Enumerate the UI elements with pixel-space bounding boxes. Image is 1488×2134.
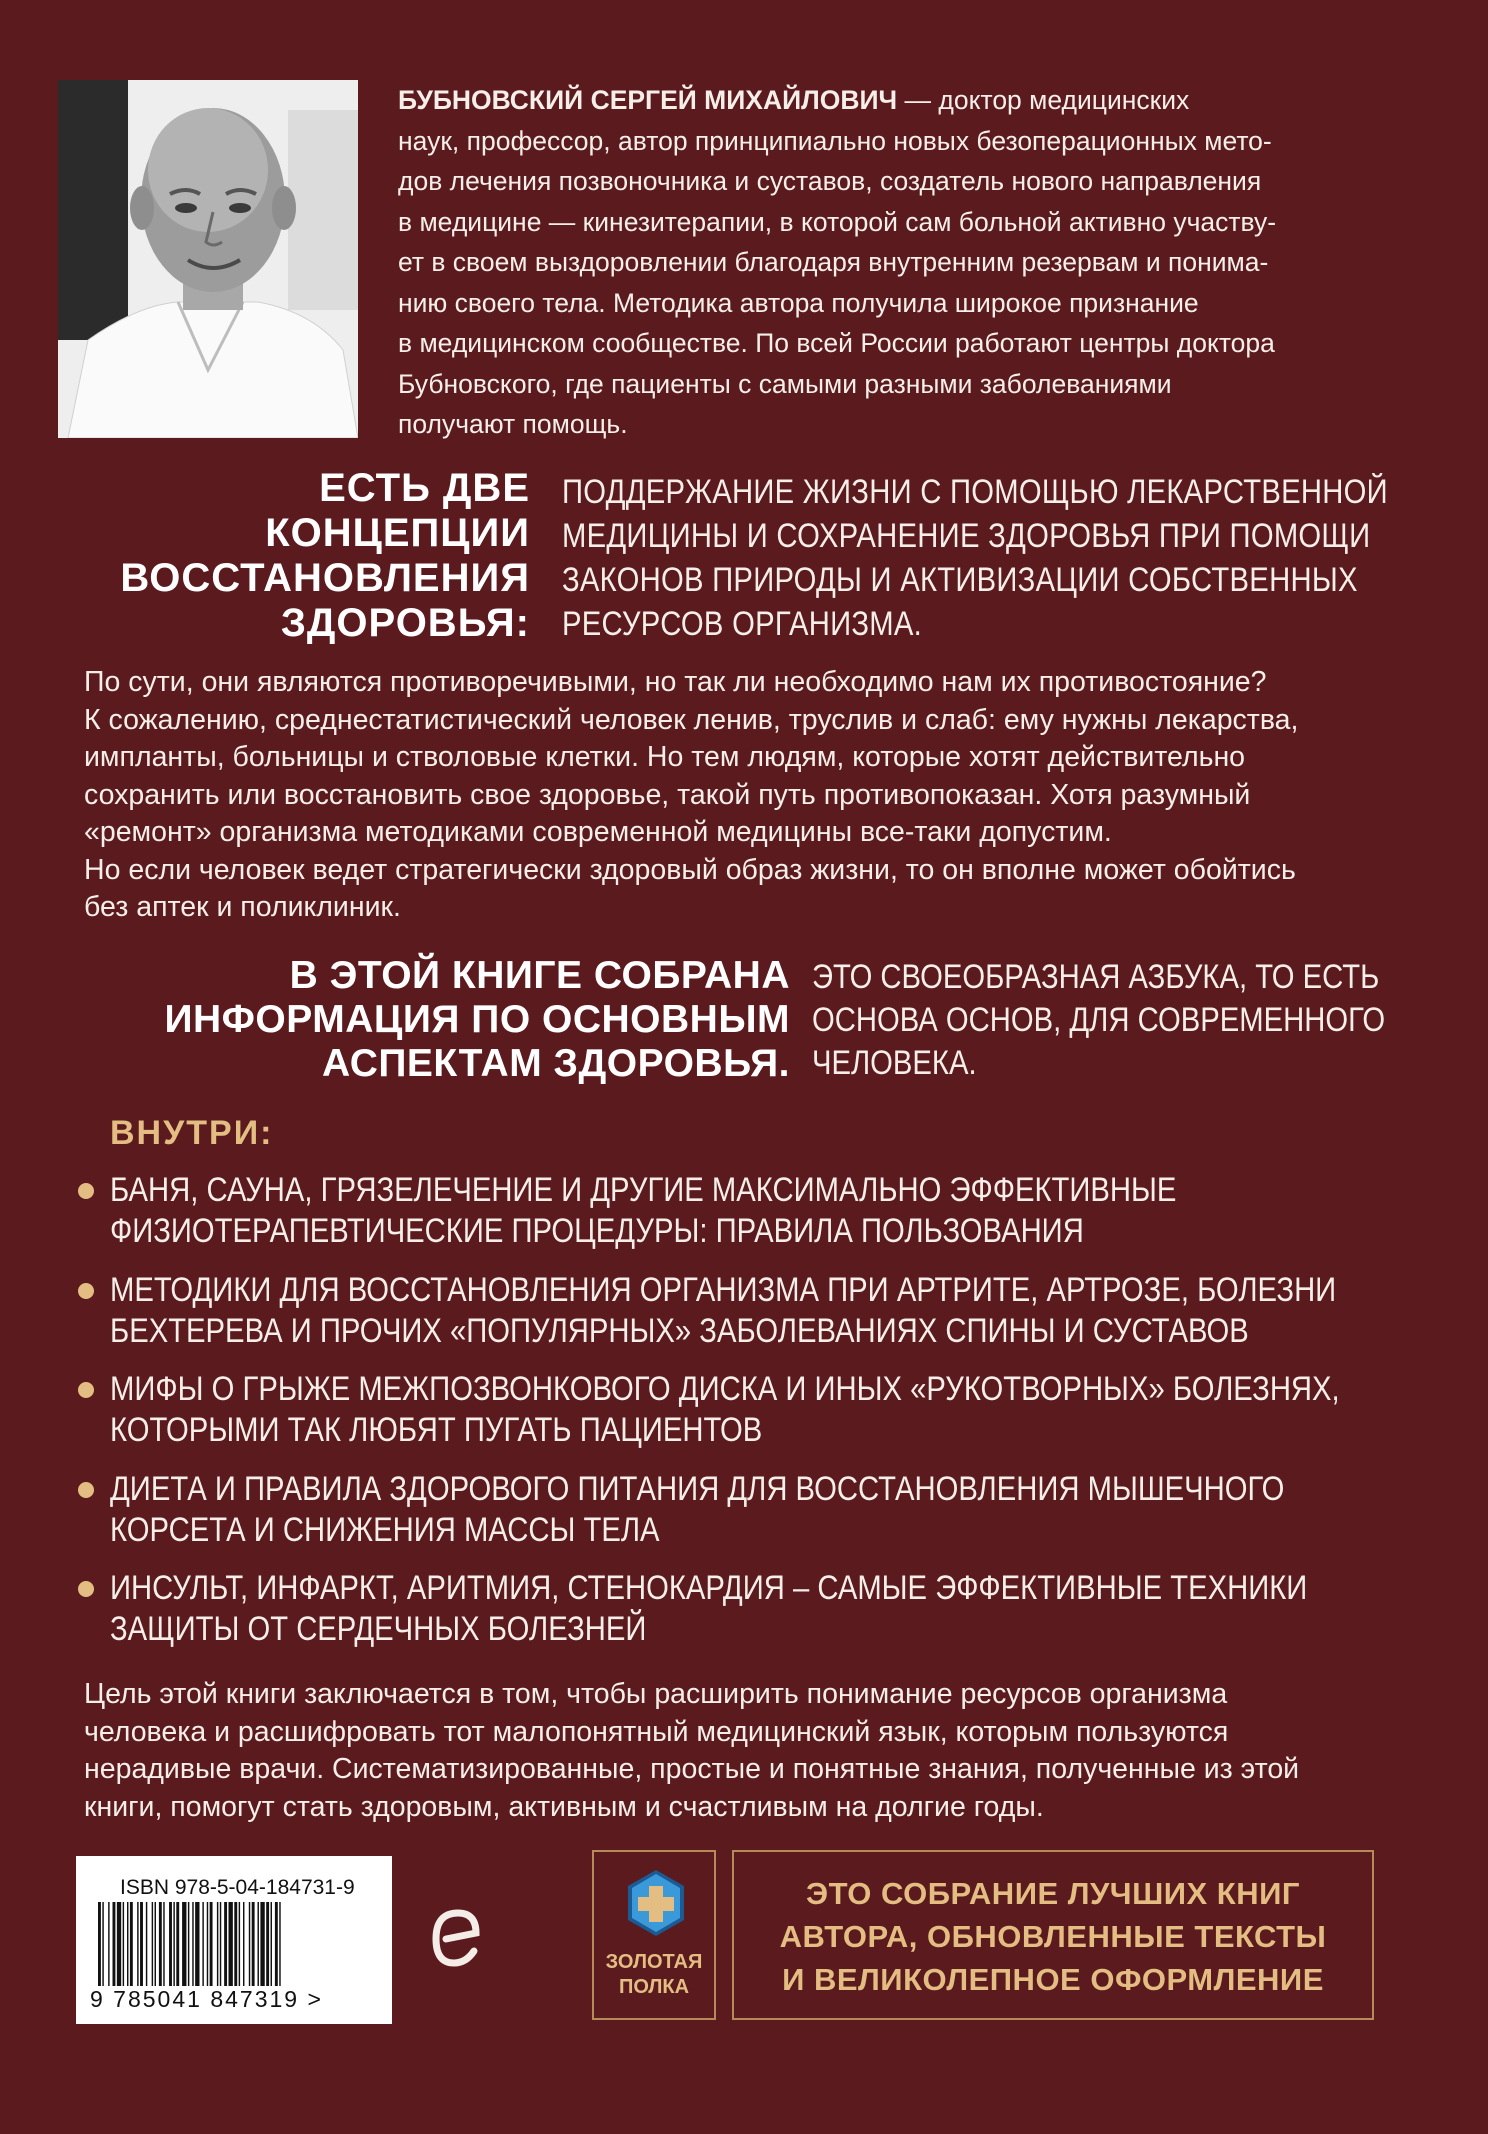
- barcode-bar: [123, 1902, 124, 1986]
- item-line: ФИЗИОТЕРАПЕВТИЧЕСКИЕ ПРОЦЕДУРЫ: ПРАВИЛА ПОЛЬЗОВАНИЯ: [110, 1212, 1084, 1250]
- paragraph-line: сохранить или восстановить свое здоровье, такой путь противопоказан. Хотя разумный: [84, 778, 1251, 811]
- barcode-bar: [239, 1902, 240, 1986]
- shelf-label-line: ЗОЛОТАЯ: [605, 1951, 703, 1973]
- promo-line: АВТОРА, ОБНОВЛЕННЫЕ ТЕКСТЫ: [779, 1919, 1327, 1954]
- barcode-bar: [260, 1902, 264, 1986]
- barcode-bar: [113, 1902, 116, 1986]
- heading-line: ЕСТЬ ДВЕ: [319, 466, 530, 510]
- inside-title: ВНУТРИ:: [110, 1114, 274, 1152]
- barcode-bar: [188, 1902, 189, 1986]
- isbn-number: ISBN 978-5-04-184731-9: [120, 1876, 355, 1899]
- paragraph-line: Но если человек ведет стратегически здоровый образ жизни, то он вполне может обойтись: [84, 853, 1296, 886]
- book-line: ОСНОВА ОСНОВ, ДЛЯ СОВРЕМЕННОГО: [812, 1001, 1386, 1039]
- barcode-bar: [159, 1902, 162, 1986]
- inside-list: [72, 1170, 1452, 1668]
- paragraph-line: «ремонт» организма методиками современной медицины все-таки допустим.: [84, 816, 1112, 848]
- barcode-bar: [98, 1902, 101, 1986]
- item-line: МЕТОДИКИ ДЛЯ ВОССТАНОВЛЕНИЯ ОРГАНИЗМА ПРИ АРТРИТЕ, АРТРОЗЕ, БОЛЕЗНИ: [110, 1270, 1337, 1309]
- bullet-icon: [78, 1283, 94, 1299]
- barcode-bar: [130, 1902, 133, 1986]
- heading-line: АСПЕКТАМ ЗДОРОВЬЯ.: [322, 1042, 790, 1085]
- paragraph-line: книги, помогут стать здоровым, активным и счастливым на долгие годы.: [84, 1790, 1044, 1823]
- book-heading: [80, 954, 790, 1086]
- item-line: ИНСУЛЬТ, ИНФАРКТ, АРИТМИЯ, СТЕНОКАРДИЯ – САМЫЕ ЭФФЕКТИВНЫЕ ТЕХНИКИ: [110, 1569, 1308, 1607]
- item-line: МИФЫ О ГРЫЖЕ МЕЖПОЗВОНКОВОГО ДИСКА И ИНЫХ «РУКОТВОРНЫХ» БОЛЕЗНЯХ,: [110, 1370, 1340, 1408]
- item-line: БЕХТЕРЕВА И ПРОЧИХ «ПОПУЛЯРНЫХ» ЗАБОЛЕВАНИЯХ СПИНЫ И СУСТАВОВ: [110, 1311, 1249, 1350]
- book-line: ЧЕЛОВЕКА.: [812, 1044, 977, 1082]
- intro-paragraph: [84, 664, 1424, 927]
- concept-line: МЕДИЦИНЫ И СОХРАНЕНИЕ ЗДОРОВЬЯ ПРИ ПОМОЩИ: [562, 517, 1371, 555]
- barcode-bar: [275, 1902, 278, 1986]
- paragraph-line: импланты, больницы и стволовые клетки. Но тем людям, которые хотят действительно: [84, 741, 1246, 773]
- medical-cross-icon: [624, 1868, 688, 1940]
- author-photo: [58, 80, 358, 438]
- isbn-barcode: [76, 1856, 392, 2024]
- barcode-bar: [182, 1902, 186, 1986]
- barcode-bar: [163, 1902, 164, 1986]
- barcode-bar: [220, 1902, 221, 1986]
- bio-line: дов лечения позвоночника и суставов, создатель нового направления: [398, 166, 1262, 196]
- barcode-bar: [173, 1902, 174, 1986]
- barcode-bar: [108, 1902, 109, 1986]
- concept-line: ЗАКОНОВ ПРИРОДЫ И АКТИВИЗАЦИИ СОБСТВЕННЫХ: [562, 561, 1358, 599]
- heading-line: КОНЦЕПЦИИ: [265, 511, 530, 555]
- publisher-logo-icon: [428, 1905, 486, 1969]
- item-line: БАНЯ, САУНА, ГРЯЗЕЛЕЧЕНИЕ И ДРУГИЕ МАКСИМАЛЬНО ЭФФЕКТИВНЫЕ: [110, 1171, 1177, 1209]
- barcode-digits: 9 785041 847319 >: [90, 1986, 323, 2012]
- paragraph-line: Цель этой книги заключается в том, чтобы расширить понимание ресурсов организма: [84, 1678, 1228, 1710]
- shelf-label-line: ПОЛКА: [618, 1976, 690, 1998]
- barcode-bar: [195, 1902, 199, 1986]
- list-item: [72, 1369, 1452, 1451]
- barcode-bar: [258, 1902, 259, 1986]
- barcode-bar: [229, 1902, 233, 1986]
- barcode-bar: [210, 1902, 213, 1986]
- list-item: [72, 1568, 1452, 1650]
- barcode-bar: [202, 1902, 203, 1986]
- heading-line: ВОССТАНОВЛЕНИЯ: [120, 556, 530, 600]
- goal-paragraph: [84, 1676, 1424, 1826]
- book-text: [812, 956, 1431, 1085]
- barcode-bar: [271, 1902, 272, 1986]
- barcode-bar: [137, 1902, 138, 1986]
- barcode-bar: [217, 1902, 218, 1986]
- paragraph-line: человека и расшифровать тот малопонятный медицинский язык, которым пользуются: [84, 1715, 1229, 1748]
- barcode-bar: [176, 1902, 179, 1986]
- promo-box: [732, 1850, 1374, 2020]
- golden-shelf-badge: [592, 1850, 716, 2020]
- author-bio: [398, 80, 1398, 445]
- list-item: [72, 1270, 1452, 1352]
- concept-text: [562, 470, 1422, 646]
- shelf-label: [594, 1950, 714, 2000]
- bullet-icon: [78, 1382, 94, 1398]
- barcode-bar: [279, 1902, 280, 1986]
- barcode-bar: [152, 1902, 153, 1986]
- list-item: [72, 1469, 1452, 1551]
- author-name: БУБНОВСКИЙ СЕРГЕЙ МИХАЙЛОВИЧ: [398, 85, 898, 115]
- bio-line: получают помощь.: [398, 409, 628, 439]
- bio-line: в медицине — кинезитерапии, в которой сам больной активно участву-: [398, 206, 1277, 237]
- barcode-bar: [249, 1902, 250, 1986]
- barcode-bar: [192, 1902, 193, 1986]
- promo-line: И ВЕЛИКОЛЕПНОЕ ОФОРМЛЕНИЕ: [782, 1962, 1324, 1997]
- book-line: ЭТО СВОЕОБРАЗНАЯ АЗБУКА, ТО ЕСТЬ: [812, 958, 1380, 996]
- barcode-bar: [117, 1902, 121, 1986]
- barcode-bar: [169, 1902, 172, 1986]
- concept-line: РЕСУРСОВ ОРГАНИЗМА.: [562, 605, 923, 643]
- paragraph-line: нерадивые врачи. Систематизированные, простые и понятные знания, полученные из этой: [84, 1753, 1300, 1785]
- bullet-icon: [78, 1482, 94, 1498]
- barcode-bar: [140, 1902, 143, 1986]
- barcode-bar: [266, 1902, 269, 1986]
- item-line: ДИЕТА И ПРАВИЛА ЗДОРОВОГО ПИТАНИЯ ДЛЯ ВОССТАНОВЛЕНИЯ МЫШЕЧНОГО: [110, 1469, 1285, 1508]
- bullet-icon: [78, 1581, 94, 1597]
- barcode-bar: [243, 1902, 244, 1986]
- promo-line: ЭТО СОБРАНИЕ ЛУЧШИХ КНИГ: [806, 1876, 1300, 1911]
- item-line: ЗАЩИТЫ ОТ СЕРДЕЧНЫХ БОЛЕЗНЕЙ: [110, 1610, 647, 1648]
- barcode-bar: [234, 1902, 237, 1986]
- concept-heading: [60, 466, 530, 646]
- paragraph-line: По сути, они являются противоречивыми, но так ли необходимо нам их противостояние?: [84, 666, 1267, 698]
- barcode-bar: [252, 1902, 255, 1986]
- barcode-bars: [98, 1902, 370, 1986]
- heading-line: ЗДОРОВЬЯ:: [280, 601, 530, 645]
- bio-line: Бубновского, где пациенты с самыми разными заболеваниями: [398, 368, 1172, 399]
- paragraph-line: без аптек и поликлиник.: [84, 891, 401, 923]
- paragraph-line: К сожалению, среднестатистический человек ленив, труслив и слаб: ему нужны лекарства,: [84, 703, 1299, 736]
- item-line: КОРСЕТА И СНИЖЕНИЯ МАССЫ ТЕЛА: [110, 1510, 660, 1549]
- heading-line: ИНФОРМАЦИЯ ПО ОСНОВНЫМ: [164, 998, 790, 1041]
- bio-line: ет в своем выздоровлении благодаря внутренним резервам и понима-: [398, 247, 1269, 277]
- barcode-bar: [102, 1902, 103, 1986]
- list-item: [72, 1170, 1452, 1252]
- item-line: КОТОРЫМИ ТАК ЛЮБЯТ ПУГАТЬ ПАЦИЕНТОВ: [110, 1411, 763, 1449]
- barcode-bar: [224, 1902, 227, 1986]
- barcode-bar: [127, 1902, 128, 1986]
- barcode-bar: [146, 1902, 147, 1986]
- barcode-bar: [207, 1902, 208, 1986]
- heading-line: В ЭТОЙ КНИГЕ СОБРАНА: [289, 954, 790, 997]
- bio-line: в медицинском сообществе. По всей России работают центры доктора: [398, 328, 1275, 358]
- bullet-icon: [78, 1183, 94, 1199]
- concept-line: ПОДДЕРЖАНИЕ ЖИЗНИ С ПОМОЩЬЮ ЛЕКАРСТВЕННОЙ: [562, 473, 1388, 511]
- bio-line: — доктор медицинских: [897, 85, 1190, 115]
- bio-line: наук, профессор, автор принципиально новых безоперационных мето-: [398, 125, 1272, 156]
- barcode-bar: [155, 1902, 156, 1986]
- bio-line: нию своего тела. Методика автора получила широкое признание: [398, 287, 1199, 318]
